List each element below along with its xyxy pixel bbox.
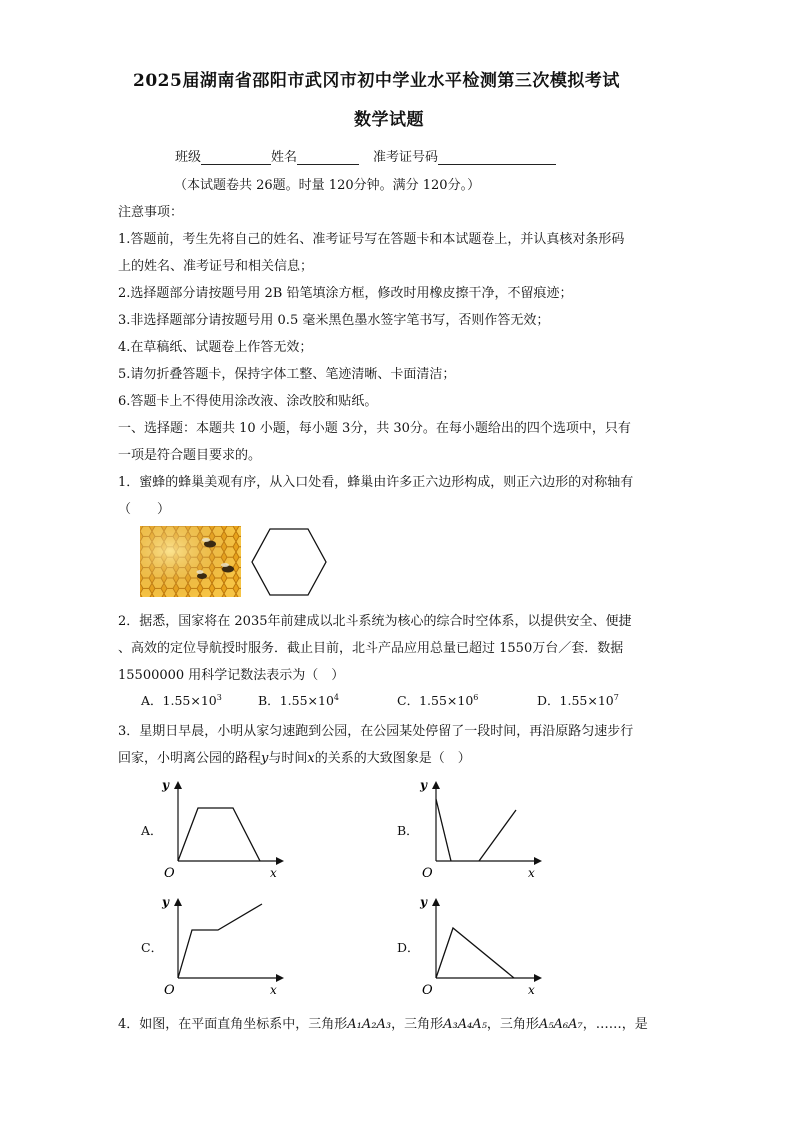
text-segment: 回家，小明离公园的路程: [118, 751, 262, 766]
notice-item: 1.答题前，考生先将自己的姓名、准考证号写在答题卡和本试题卷上，并认真核对条形码: [118, 232, 625, 247]
graph-a: [160, 773, 290, 881]
text-segment: 的关系的大致图象是（ ）: [314, 751, 471, 766]
honeycomb-photo: [140, 526, 241, 597]
option-value: 1.55×10: [559, 693, 614, 708]
graph-a-label[interactable]: A．: [141, 823, 163, 838]
name-label: 姓名: [271, 150, 298, 165]
option-label: A．: [141, 693, 163, 708]
option-exponent: 6: [473, 692, 479, 702]
option-label: D．: [537, 693, 560, 708]
section-heading: 一、选择题：本题共 10 小题，每小题 3分，共 30分。在每小题给出的四个选项中，只有: [118, 421, 631, 436]
origin-label: O: [422, 983, 433, 998]
notice-heading: 注意事项：: [118, 205, 184, 220]
graph-b: [418, 773, 548, 881]
origin-label: O: [164, 983, 175, 998]
text-segment: ，三角形: [391, 1017, 444, 1032]
text-segment: 与时间: [268, 751, 308, 766]
option-label: B．: [258, 693, 280, 708]
variable-x: x: [307, 751, 315, 766]
question-1-text: 1．蜜蜂的蜂巢美观有序，从入口处看，蜂巢由许多正六边形构成，则正六边形的对称轴有: [118, 475, 634, 490]
exam-note: （本试题卷共 26题。时量 120分钟。满分 120分。）: [174, 178, 481, 193]
text-segment: 4．如图，在平面直角坐标系中，三角形: [118, 1017, 348, 1032]
y-axis-label: y: [420, 778, 427, 792]
class-field[interactable]: [201, 150, 271, 165]
option-exponent: 3: [216, 692, 222, 702]
option-value: 1.55×10: [279, 693, 334, 708]
option-label: C．: [397, 693, 420, 708]
student-info-line: [175, 146, 556, 165]
question-3-text: 3．星期日早晨，小明从家匀速跑到公园，在公园某处停留了一段时间，再沿原路匀速步行: [118, 724, 634, 739]
x-axis-label: x: [528, 983, 535, 997]
graph-d-label[interactable]: D．: [397, 940, 420, 955]
y-axis-label: y: [420, 895, 427, 909]
triangle-name: A₁A₂A₃: [347, 1017, 392, 1032]
text-segment: ，三角形: [486, 1017, 539, 1032]
option-a[interactable]: [141, 691, 222, 709]
hexagon-figure: [250, 527, 328, 597]
question-3-text: [118, 747, 471, 766]
option-value: 1.55×10: [162, 693, 217, 708]
class-label: 班级: [175, 150, 202, 165]
triangle-name: A₃A₄A₅: [443, 1017, 487, 1032]
graph-c: [160, 890, 290, 998]
triangle-name: A₅A₆A₇: [538, 1017, 583, 1032]
y-axis-label: y: [162, 778, 169, 792]
notice-item: 2.选择题部分请按题号用 2B 铅笔填涂方框，修改时用橡皮擦干净，不留痕迹；: [118, 286, 573, 301]
section-heading-cont: 一项是符合题目要求的。: [118, 448, 262, 463]
y-axis-label: y: [162, 895, 169, 909]
graph-b-label[interactable]: B．: [397, 823, 419, 838]
option-exponent: 7: [613, 692, 619, 702]
graph-d: [418, 890, 548, 998]
text-segment: ，……，是: [582, 1017, 648, 1032]
id-field[interactable]: [438, 150, 556, 165]
origin-label: O: [422, 866, 433, 881]
name-field[interactable]: [297, 150, 359, 165]
question-2-text: 15500000 用科学记数法表示为（ ）: [118, 668, 345, 683]
option-value: 1.55×10: [419, 693, 474, 708]
notice-item: 5.请勿折叠答题卡，保持字体工整、笔迹清晰、卡面清洁；: [118, 367, 456, 382]
page-title: 2025届湖南省邵阳市武冈市初中学业水平检测第三次模拟考试: [133, 71, 620, 91]
id-label: 准考证号码: [373, 150, 439, 165]
question-2-text: 2．据悉，国家将在 2035年前建成以北斗系统为核心的综合时空体系，以提供安全、便捷: [118, 614, 632, 629]
option-exponent: 4: [333, 692, 339, 702]
origin-label: O: [164, 866, 175, 881]
page-subtitle: 数学试题: [354, 110, 424, 130]
variable-y: y: [261, 751, 269, 766]
question-4-text: [118, 1013, 648, 1032]
x-axis-label: x: [270, 983, 277, 997]
notice-item: 上的姓名、准考证号和相关信息；: [118, 259, 314, 274]
notice-item: 4.在草稿纸、试题卷上作答无效；: [118, 340, 313, 355]
question-2-text: 、高效的定位导航授时服务．截止目前，北斗产品应用总量已超过 1550万台／套．数据: [118, 641, 624, 656]
notice-item: 3.非选择题部分请按题号用 0.5 毫米黑色墨水签字笔书写，否则作答无效；: [118, 313, 550, 328]
graph-c-label[interactable]: C．: [141, 940, 164, 955]
x-axis-label: x: [270, 866, 277, 880]
option-b[interactable]: [258, 691, 339, 709]
question-1-paren: （ ）: [118, 502, 171, 517]
option-d[interactable]: [537, 691, 619, 709]
notice-item: 6.答题卡上不得使用涂改液、涂改胶和贴纸。: [118, 394, 378, 409]
option-c[interactable]: [397, 691, 478, 709]
x-axis-label: x: [528, 866, 535, 880]
